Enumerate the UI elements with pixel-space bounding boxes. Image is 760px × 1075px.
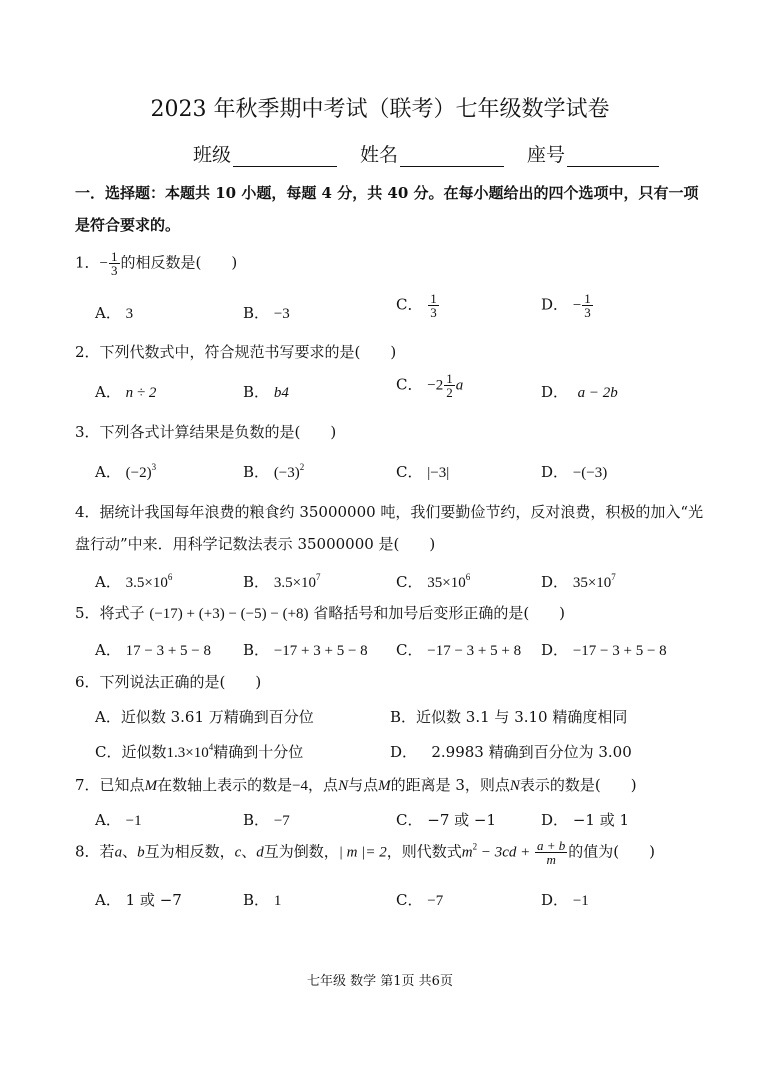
fraction [109,250,120,277]
name-label: 姓名 [360,144,399,166]
class-blank[interactable] [233,148,337,167]
q7-option-c[interactable]: C． −7 或 −1 [396,811,497,829]
section-heading-line2: 是符合要求的。 [75,216,181,234]
question-7: 7．已知点M在数轴上表示的数是−4，点N与点M的距离是 3，则点N表示的数是( ) [75,776,637,794]
q7-option-b[interactable]: B． −7 [243,811,290,829]
q1-option-b[interactable]: B． −3 [243,304,290,322]
q3-option-b[interactable]: B． $(-3)^2$ [243,462,305,481]
question-1 [75,250,237,277]
seat-blank[interactable] [567,148,659,167]
q8-option-a[interactable]: A． 1 或 −7 [95,891,182,909]
q1-option-c[interactable]: C． $\frac{1}{3}$ [396,291,437,320]
name-blank[interactable] [400,148,504,167]
q8-option-d[interactable]: D． −1 [541,891,589,909]
name-field[interactable] [360,140,504,167]
denominator: 3 [111,263,118,278]
q8-option-b[interactable]: B． 1 [243,891,282,909]
q5-option-d[interactable]: D． −17 − 3 + 5 − 8 [541,641,667,659]
q4-option-b[interactable]: B． $3.5\times 10^7$ [243,572,321,591]
q2-option-b[interactable]: B． b4 [243,383,289,401]
fraction: $\frac{a + b}{m}$ [537,838,566,867]
q6-option-a[interactable]: A．近似数 3.61 万精确到百分位 [95,708,314,726]
minus-sign: − [99,255,109,272]
section-heading-line1: 一．选择题：本题共 10 小题，每题 4 分，共 40 分。在每小题给出的四个选项中，只有一项 [75,184,699,202]
q7-option-a[interactable]: A． −1 [95,811,142,829]
q5-option-c[interactable]: C． −17 − 3 + 5 + 8 [396,641,522,659]
fraction: $\frac{1}{3}$ [430,291,437,320]
q3-option-a[interactable]: A． $(-2)^3$ [95,462,157,481]
seat-label: 座号 [527,144,566,166]
question-8: 8．若a、b互为相反数，c、d互为倒数，| m |= 2，则代数式$m^2 - 3cd$ + $\frac{a + b}{m}$ 的值为( ) [75,838,656,867]
q3-option-d[interactable]: D． −(−3) [541,463,608,481]
question-3: 3．下列各式计算结果是负数的是( ) [75,423,337,441]
question-number: 1． [75,253,100,272]
class-field[interactable] [193,140,337,167]
fraction: $\frac{1}{3}$ [584,291,591,320]
fraction: $\frac{1}{2}$ [446,371,453,400]
q5-option-a[interactable]: A． 17 − 3 + 5 − 8 [95,641,212,659]
question-4-line2: 盘行动”中来．用科学记数法表示 35000000 是( ) [75,535,436,553]
class-label: 班级 [193,144,232,166]
q4-option-c[interactable]: C． $35\times 10^6$ [396,572,471,591]
question-5: 5．将式子 (−17) + (+3) − (−5) − (+8) 省略括号和加号后变形正确的是( ) [75,604,566,622]
page-title: 2023 年秋季期中考试（联考）七年级数学试卷 [150,97,610,122]
q4-option-d[interactable]: D． $35\times 10^7$ [541,572,616,591]
q2-option-a[interactable]: A． n ÷ 2 [95,383,157,401]
q1-option-d[interactable]: D． − $\frac{1}{3}$ [541,291,591,320]
seat-field[interactable] [527,140,659,167]
question-6: 6．下列说法正确的是( ) [75,673,262,691]
numerator: 1 [111,249,118,264]
q3-option-c[interactable]: C． |−3| [396,463,450,481]
question-stem: 的相反数是( ) [120,253,238,272]
q2-option-c[interactable]: C． −2 $\frac{1}{2}$ a [396,371,464,400]
question-4-line1: 4．据统计我国每年浪费的粮食约 35000000 吨，我们要勤俭节约，反对浪费，积极的加入“光 [75,503,704,521]
q1-option-a[interactable]: A． 3 [95,304,134,322]
q6-option-b[interactable]: B．近似数 3.1 与 3.10 精确度相同 [390,708,628,726]
q5-option-b[interactable]: B． −17 + 3 + 5 − 8 [243,641,368,659]
q8-option-c[interactable]: C． −7 [396,891,444,909]
q6-option-d[interactable]: D． 2.9983 精确到百分位为 3.00 [390,743,632,761]
q2-option-d[interactable]: D． a − 2b [541,383,618,401]
question-2: 2．下列代数式中，符合规范书写要求的是( ) [75,343,397,361]
q4-option-a[interactable]: A． $3.5\times 10^6$ [95,572,173,591]
q7-option-d[interactable]: D． −1 或 1 [541,811,630,829]
page-footer: 七年级 数学 第1页 共6页 [307,974,453,989]
q6-option-c[interactable]: C．近似数$1.3\times 10^4$精确到十分位 [95,742,304,761]
